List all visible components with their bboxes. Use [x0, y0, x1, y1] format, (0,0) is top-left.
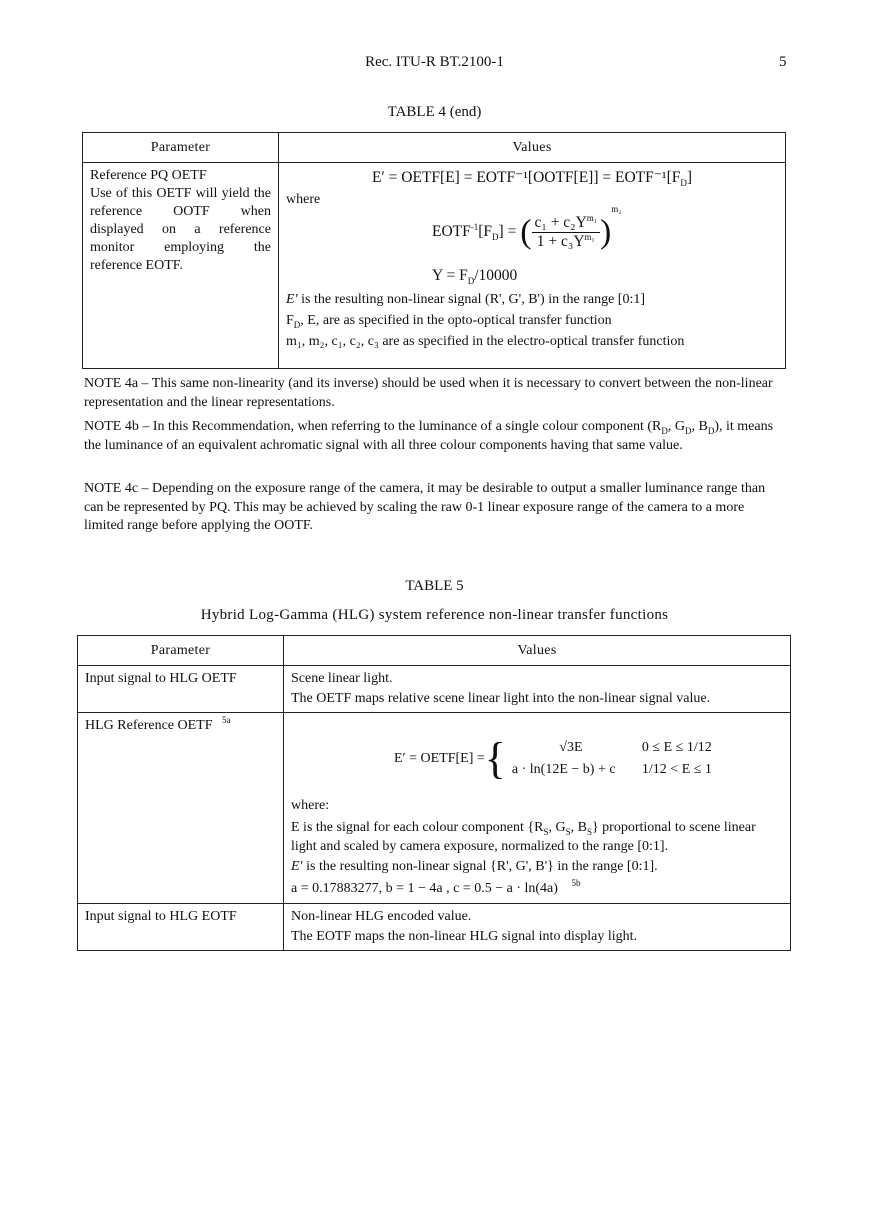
table4: [82, 132, 786, 369]
table4-param-cell: [83, 163, 279, 369]
eotf-inverse-fraction: $\frac{c_1 + c_2Y^{m_1}}{1 + c_3Y^{m_1}}$: [532, 214, 600, 251]
definition-fd: $F_D$, E, are as specified in the opto-optical transfer function: [286, 313, 612, 330]
table4-header-parameter: Parameter: [83, 133, 279, 163]
running-header: [0, 54, 869, 71]
eotf-inverse-equation: $EOTF^{-1}[F_D]$ = ( $\frac{c_1 + c_2Y^{m_1}}{1 + c_3Y^{m_1}}$ )$^{m_2}$: [432, 204, 622, 251]
where-label: where: [286, 192, 321, 207]
table5-row2-param: HLG Reference OETF $^{5a}$: [78, 713, 284, 904]
footnote-5b: 5b: [571, 878, 581, 889]
table5-row3-param: Input signal to HLG EOTF: [78, 904, 284, 951]
y-equation: $Y = F_D/10000$: [432, 267, 518, 287]
piecewise-cases: [506, 737, 718, 781]
table5-row1-param: Input signal to HLG OETF: [78, 666, 284, 713]
table5-header-values: Values: [284, 636, 791, 666]
table5-title: Hybrid Log-Gamma (HLG) system reference non-linear transfer functions: [200, 607, 669, 623]
table4-header-values: Values: [279, 133, 786, 163]
param-title: Reference PQ OETF: [90, 168, 207, 183]
table5-row1-values: Scene linear light. The OETF maps relative scene linear light into the non-linear signal value.: [284, 666, 791, 713]
definition-e-prime-2: E′ is the resulting non-linear signal {R', G', B'} in the range [0:1].: [291, 859, 658, 874]
case1-expression: √3E: [559, 740, 583, 755]
table4-values-cell: [279, 163, 786, 369]
definition-e: E is the signal for each colour component {$R_S$, $G_S$, $B_S$} proportional to scene linear light and scaled by camera exposure, normalized to the range [0:1].: [291, 820, 756, 854]
definition-constants: m₁, m₂, c₁, c₂, c₃ are as specified in the electro-optical transfer function: [286, 334, 685, 349]
table5-caption: TABLE 5: [405, 578, 464, 594]
note-4c: NOTE 4c – Depending on the exposure range of the camera, it may be desirable to output a smaller luminance range than can be represented by PQ. This may be achieved by scaling the raw 0-1 linear exposure range of the camera to a more limited range before applying the OOTF.: [84, 481, 766, 533]
page-number: 5: [779, 54, 787, 70]
footnote-5a: 5a: [222, 715, 231, 726]
definition-e-prime: E′ is the resulting non-linear signal (R', G', B') in the range [0:1]: [286, 292, 646, 307]
param-description: Use of this OETF will yield the reference OOTF when displayed on a reference monitor employing the reference EOTF.: [90, 186, 271, 273]
note-4b: NOTE 4b – In this Recommendation, when referring to the luminance of a single colour component ($R_D$, $G_D$, $B_D$), it means the luminance of an equivalent achromatic signal with all three colour components having that same value.: [84, 419, 774, 453]
case2-expression: a · ln(12E − b) + c: [511, 762, 616, 777]
table5-header-parameter: Parameter: [78, 636, 284, 666]
case1-condition: 0 ≤ E ≤ 1/12: [641, 740, 712, 755]
table5-row2-values: [284, 713, 791, 904]
note-4a: NOTE 4a – This same non-linearity (and its inverse) should be used when it is necessary to convert between the non-linear representation and the linear representations.: [84, 376, 773, 410]
pq-oetf-equation: E′ = OETF[E] = EOTF⁻¹[OOTF[E]] = $EOTF^{-1}[F_D]$: [371, 169, 693, 189]
table5-row3-values: Non-linear HLG encoded value. The EOTF maps the non-linear HLG signal into display light.: [284, 904, 791, 951]
hlg-constants: a = 0.17883277, b = 1 − 4a , c = 0.5 − a · ln(4a) $^{5b}$: [291, 878, 581, 896]
header-title: Rec. ITU-R BT.2100-1: [365, 54, 504, 70]
hlg-oetf-equation: E′ = OETF[E] = { √3E 0 ≤ E ≤ 1/12 a · ln(12E − b) + c 1/12 < E ≤ 1: [394, 731, 783, 787]
table4-caption: TABLE 4 (end): [387, 104, 482, 120]
case2-condition: 1/12 < E ≤ 1: [641, 762, 712, 777]
table5: [77, 635, 791, 951]
where-label-2: where:: [291, 798, 330, 813]
